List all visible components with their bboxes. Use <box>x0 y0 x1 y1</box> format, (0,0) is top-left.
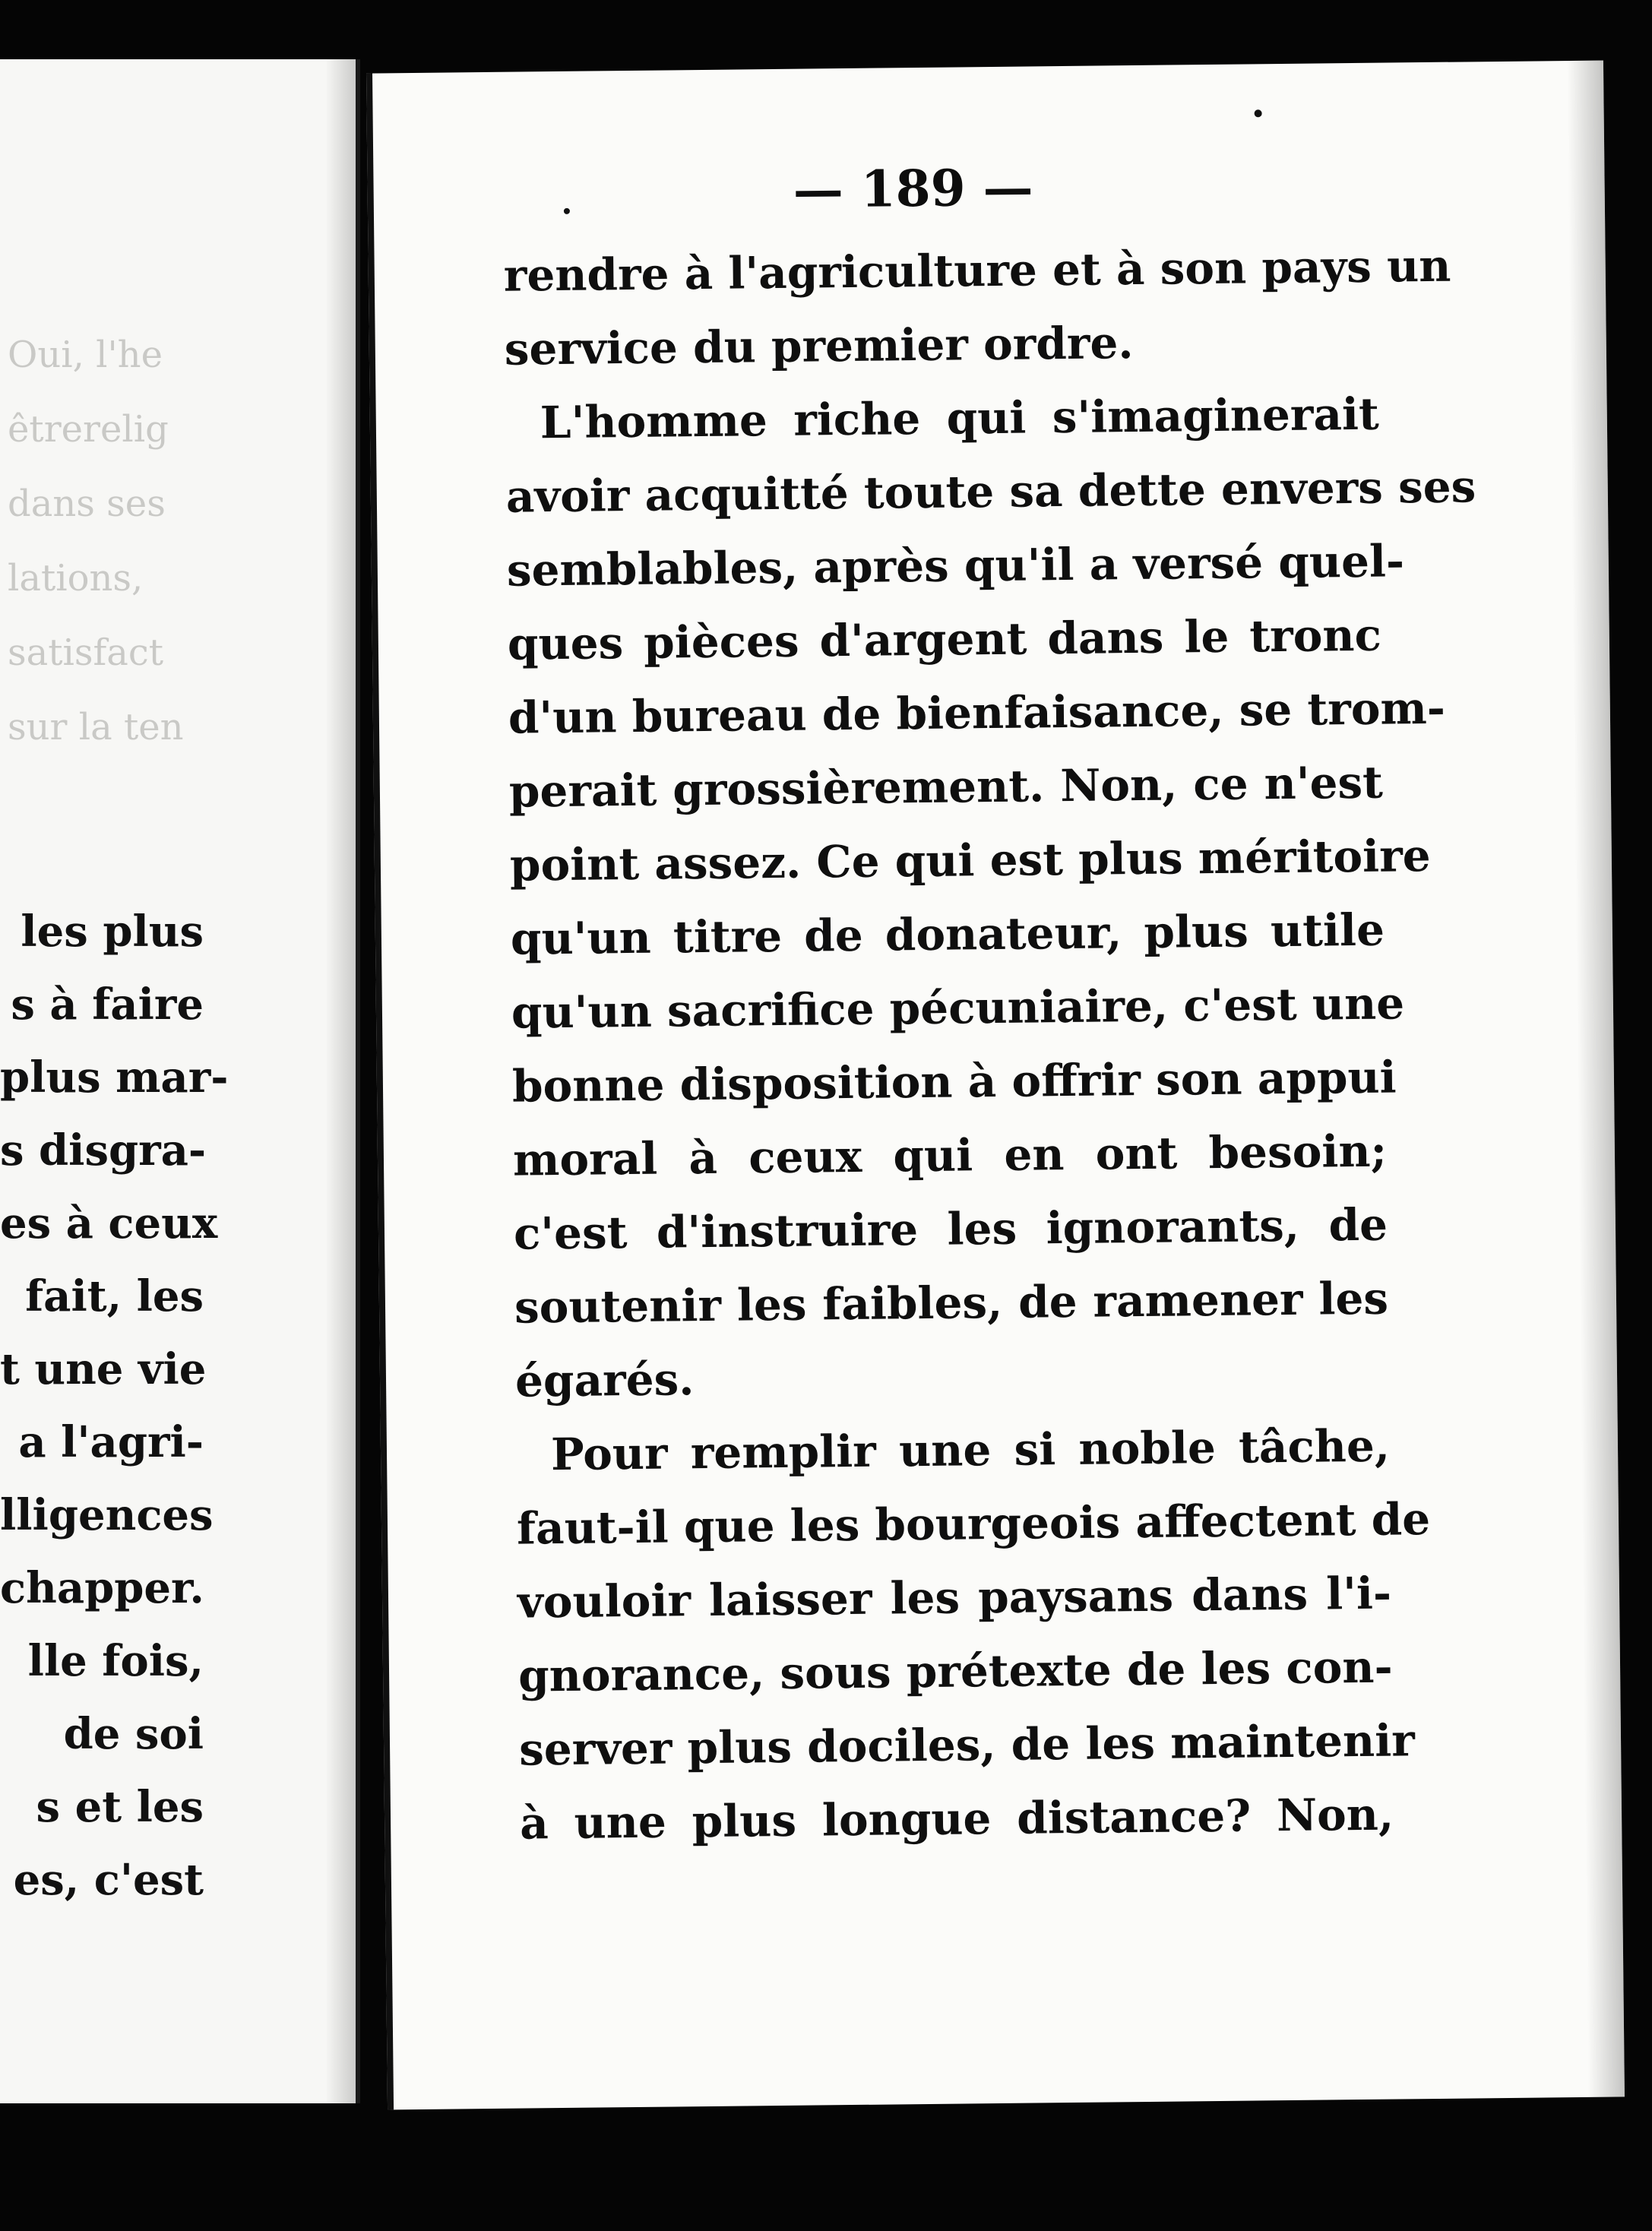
bleed-line: satisfact <box>8 631 164 674</box>
text-line: qu'un titre de donateur, plus utile <box>510 903 1385 965</box>
bleed-line: sur la ten <box>8 706 184 748</box>
left-text-line: es à ceux <box>0 1198 218 1248</box>
left-page-text <box>0 895 356 1916</box>
left-text-line: fait, les <box>25 1271 204 1321</box>
text-line: avoir acquitté toute sa dette envers ses <box>505 460 1476 523</box>
gutter-shadow <box>325 59 356 2103</box>
text-line: bonne disposition à offrir son appui <box>511 1051 1397 1112</box>
text-line: qu'un sacrifice pécuniaire, c'est une <box>511 977 1405 1039</box>
text-line: gnorance, sous prétexte de les con- <box>517 1641 1393 1702</box>
text-line: égarés. <box>514 1353 695 1407</box>
ink-speck <box>564 208 570 214</box>
text-line: Pour remplir une si noble tâche, <box>550 1419 1391 1481</box>
text-line: point assez. Ce qui est plus méritoire <box>509 829 1431 891</box>
right-page <box>366 61 1625 2110</box>
page-number: — 189 — <box>793 157 1033 220</box>
text-line: faut-il que les bourgeois affectent de <box>516 1493 1431 1555</box>
left-text-line: t une vie <box>0 1344 207 1394</box>
text-line: à une plus longue distance? Non, <box>519 1788 1394 1850</box>
text-line: d'un bureau de bienfaisance, se trom- <box>508 682 1446 744</box>
left-text-line: chapper. <box>0 1563 204 1613</box>
text-line: perait grossièrement. Non, ce n'est <box>508 756 1384 818</box>
text-line: semblables, après qu'il a versé quel- <box>506 535 1405 597</box>
bleed-line: êtrerelig <box>8 408 169 451</box>
left-text-line: a l'agri- <box>18 1417 204 1467</box>
right-page-text <box>503 230 1476 1861</box>
text-line: rendre à l'agriculture et à son pays un <box>503 239 1451 302</box>
bleed-line: Oui, l'he <box>8 334 163 376</box>
text-line: L'homme riche qui s'imaginerait <box>540 388 1380 449</box>
left-page-bleed-through <box>0 318 356 764</box>
text-line: ques pièces d'argent dans le tronc <box>507 609 1382 670</box>
left-text-line: es, c'est <box>13 1855 204 1905</box>
text-line: moral à ceux qui en ont besoin; <box>512 1125 1388 1186</box>
text-line: vouloir laisser les paysans dans l'i- <box>517 1567 1392 1628</box>
left-text-line: plus mar- <box>0 1052 229 1103</box>
left-text-line: lle fois, <box>27 1636 204 1686</box>
text-line: soutenir les faibles, de ramener les <box>514 1272 1389 1334</box>
bleed-line: dans ses <box>8 483 166 525</box>
left-page <box>0 59 360 2103</box>
left-text-line: de soi <box>63 1709 204 1759</box>
text-line: c'est d'instruire les ignorants, de <box>513 1198 1388 1260</box>
ink-speck <box>1255 109 1262 117</box>
left-text-line: lligences <box>0 1490 214 1540</box>
left-text-line: s et les <box>36 1782 204 1832</box>
text-line: service du premier ordre. <box>504 317 1134 375</box>
left-text-line: les plus <box>21 907 204 957</box>
bleed-line: lations, <box>8 557 144 600</box>
left-text-line: s disgra- <box>0 1125 207 1176</box>
text-line: server plus dociles, de les maintenir <box>518 1714 1416 1776</box>
left-text-line: s à faire <box>11 979 204 1030</box>
